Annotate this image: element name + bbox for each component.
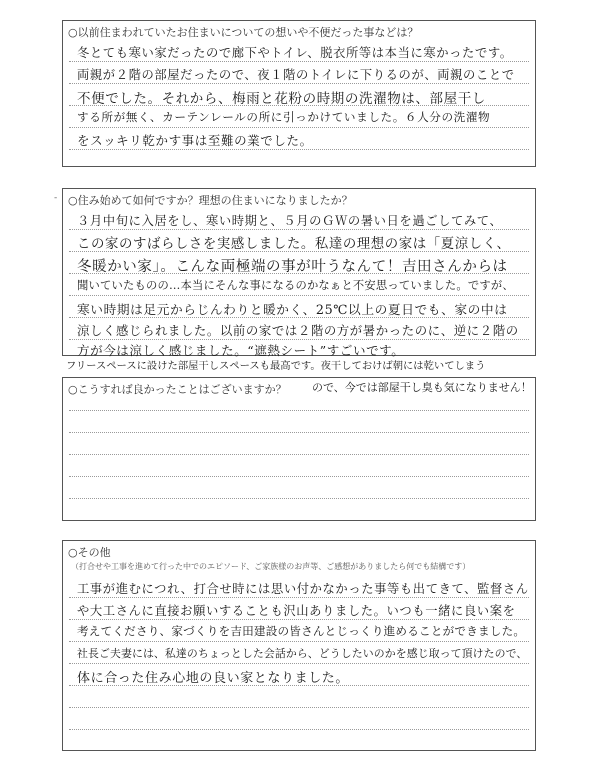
- ruled-line: [69, 83, 529, 84]
- ruled-line: [69, 61, 529, 62]
- ruled-line: [69, 432, 529, 433]
- question-other: ○その他: [68, 546, 111, 559]
- ruled-line: [69, 729, 529, 730]
- answer-line: 聞いていたものの…本当にそんな事になるのかなぁと不安思っていました。ですが、: [77, 279, 514, 292]
- answer-line: 冬暖かい家」。こんな両極端の事が叶うなんて！吉田さんからは: [77, 259, 508, 275]
- instruction-note: （打合せや工事を進めて行った中でのエピソード、ご家族様のお声等、ご感想がありましたら何でも結構です）: [71, 562, 471, 571]
- ruled-line: [69, 229, 529, 230]
- answer-line: 社長ご夫妻には、私達のちょっとした会話から、どうしたいのかを感じ取って頂けたので、: [77, 647, 528, 660]
- ruled-line: [69, 476, 529, 477]
- ruled-line: [69, 295, 529, 296]
- ruled-line: [69, 619, 529, 620]
- ruled-line: [69, 339, 529, 340]
- ruled-line: [69, 597, 529, 598]
- ruled-line: [69, 498, 529, 499]
- section-other: [62, 540, 536, 751]
- answer-line: 冬とても寒い家だったので廊下やトイレ、脱衣所等は本当に寒かったです。: [77, 46, 513, 60]
- answer-line: 寒い時期は足元からじんわりと暖かく、25℃以上の夏日でも、家の中は: [77, 302, 508, 317]
- overflow-line: フリースペースに設けた部屋干しスペースも最高です。夜干しておけば朝には乾いてしまう: [66, 360, 486, 372]
- ruled-line: [69, 149, 529, 150]
- answer-line: をスッキリ乾かす事は至難の業でした。: [77, 133, 313, 148]
- overflow-line: ので、今では部屋干し臭も気になりません！: [312, 381, 532, 394]
- answer-line: 両親が２階の部屋だったので、夜１階のトイレに下りるのが、両親のことで: [77, 68, 515, 82]
- ruled-line: [69, 641, 529, 642]
- section-improvements: [62, 377, 536, 521]
- answer-line: ３月中旬に入居をし、寒い時期と、５月のＧＷの暑い日を過ごしてみて、: [77, 214, 503, 228]
- question-improvements: ○こうすれば良かったことはございますか？: [68, 383, 287, 396]
- section-living: [62, 188, 536, 356]
- ruled-line: [69, 707, 529, 708]
- answer-line: する所が無く、カーテンレールの所に引っかけていました。６人分の洗濯物: [77, 110, 491, 124]
- question-previous-home: ○以前住まわれていたお住まいについての想いや不便だった事などは？: [68, 26, 419, 39]
- answer-line: 考えてくださり、家づくりを吉田建設の皆さんとじっくり進めることができました。: [77, 624, 526, 638]
- ruled-line: [69, 410, 529, 411]
- question-living: ○住み始めて如何ですか？理想の住まいになりましたか？: [68, 194, 353, 207]
- answer-line: 不便でした。それから、梅雨と花粉の時期の洗濯物は、部屋干し: [77, 91, 486, 107]
- answer-line: 涼しく感じられました。以前の家では２階の方が暑かったのに、逆に２階の: [77, 323, 519, 338]
- answer-line: や大工さんに直接お願いすることも沢山ありました。いつも一緒に良い案を: [77, 604, 516, 618]
- answer-line: この家のすばらしさを実感しました。私達の理想の家は「夏涼しく、: [77, 237, 511, 252]
- answer-line: 工事が進むにつれ、打合せ時には思い付かなかった事等も出てきて、監督さん: [77, 582, 529, 596]
- ruled-line: [69, 663, 529, 664]
- ruled-line: [69, 454, 529, 455]
- ruled-line: [69, 127, 529, 128]
- answer-line: 方が今は涼しく感じました。“遮熱シート”すごいです。: [77, 343, 405, 358]
- section-previous-home: [62, 20, 536, 167]
- margin-mark: ‐: [54, 193, 58, 203]
- answer-line: 体に合った住み心地の良い家となりました。: [77, 671, 350, 686]
